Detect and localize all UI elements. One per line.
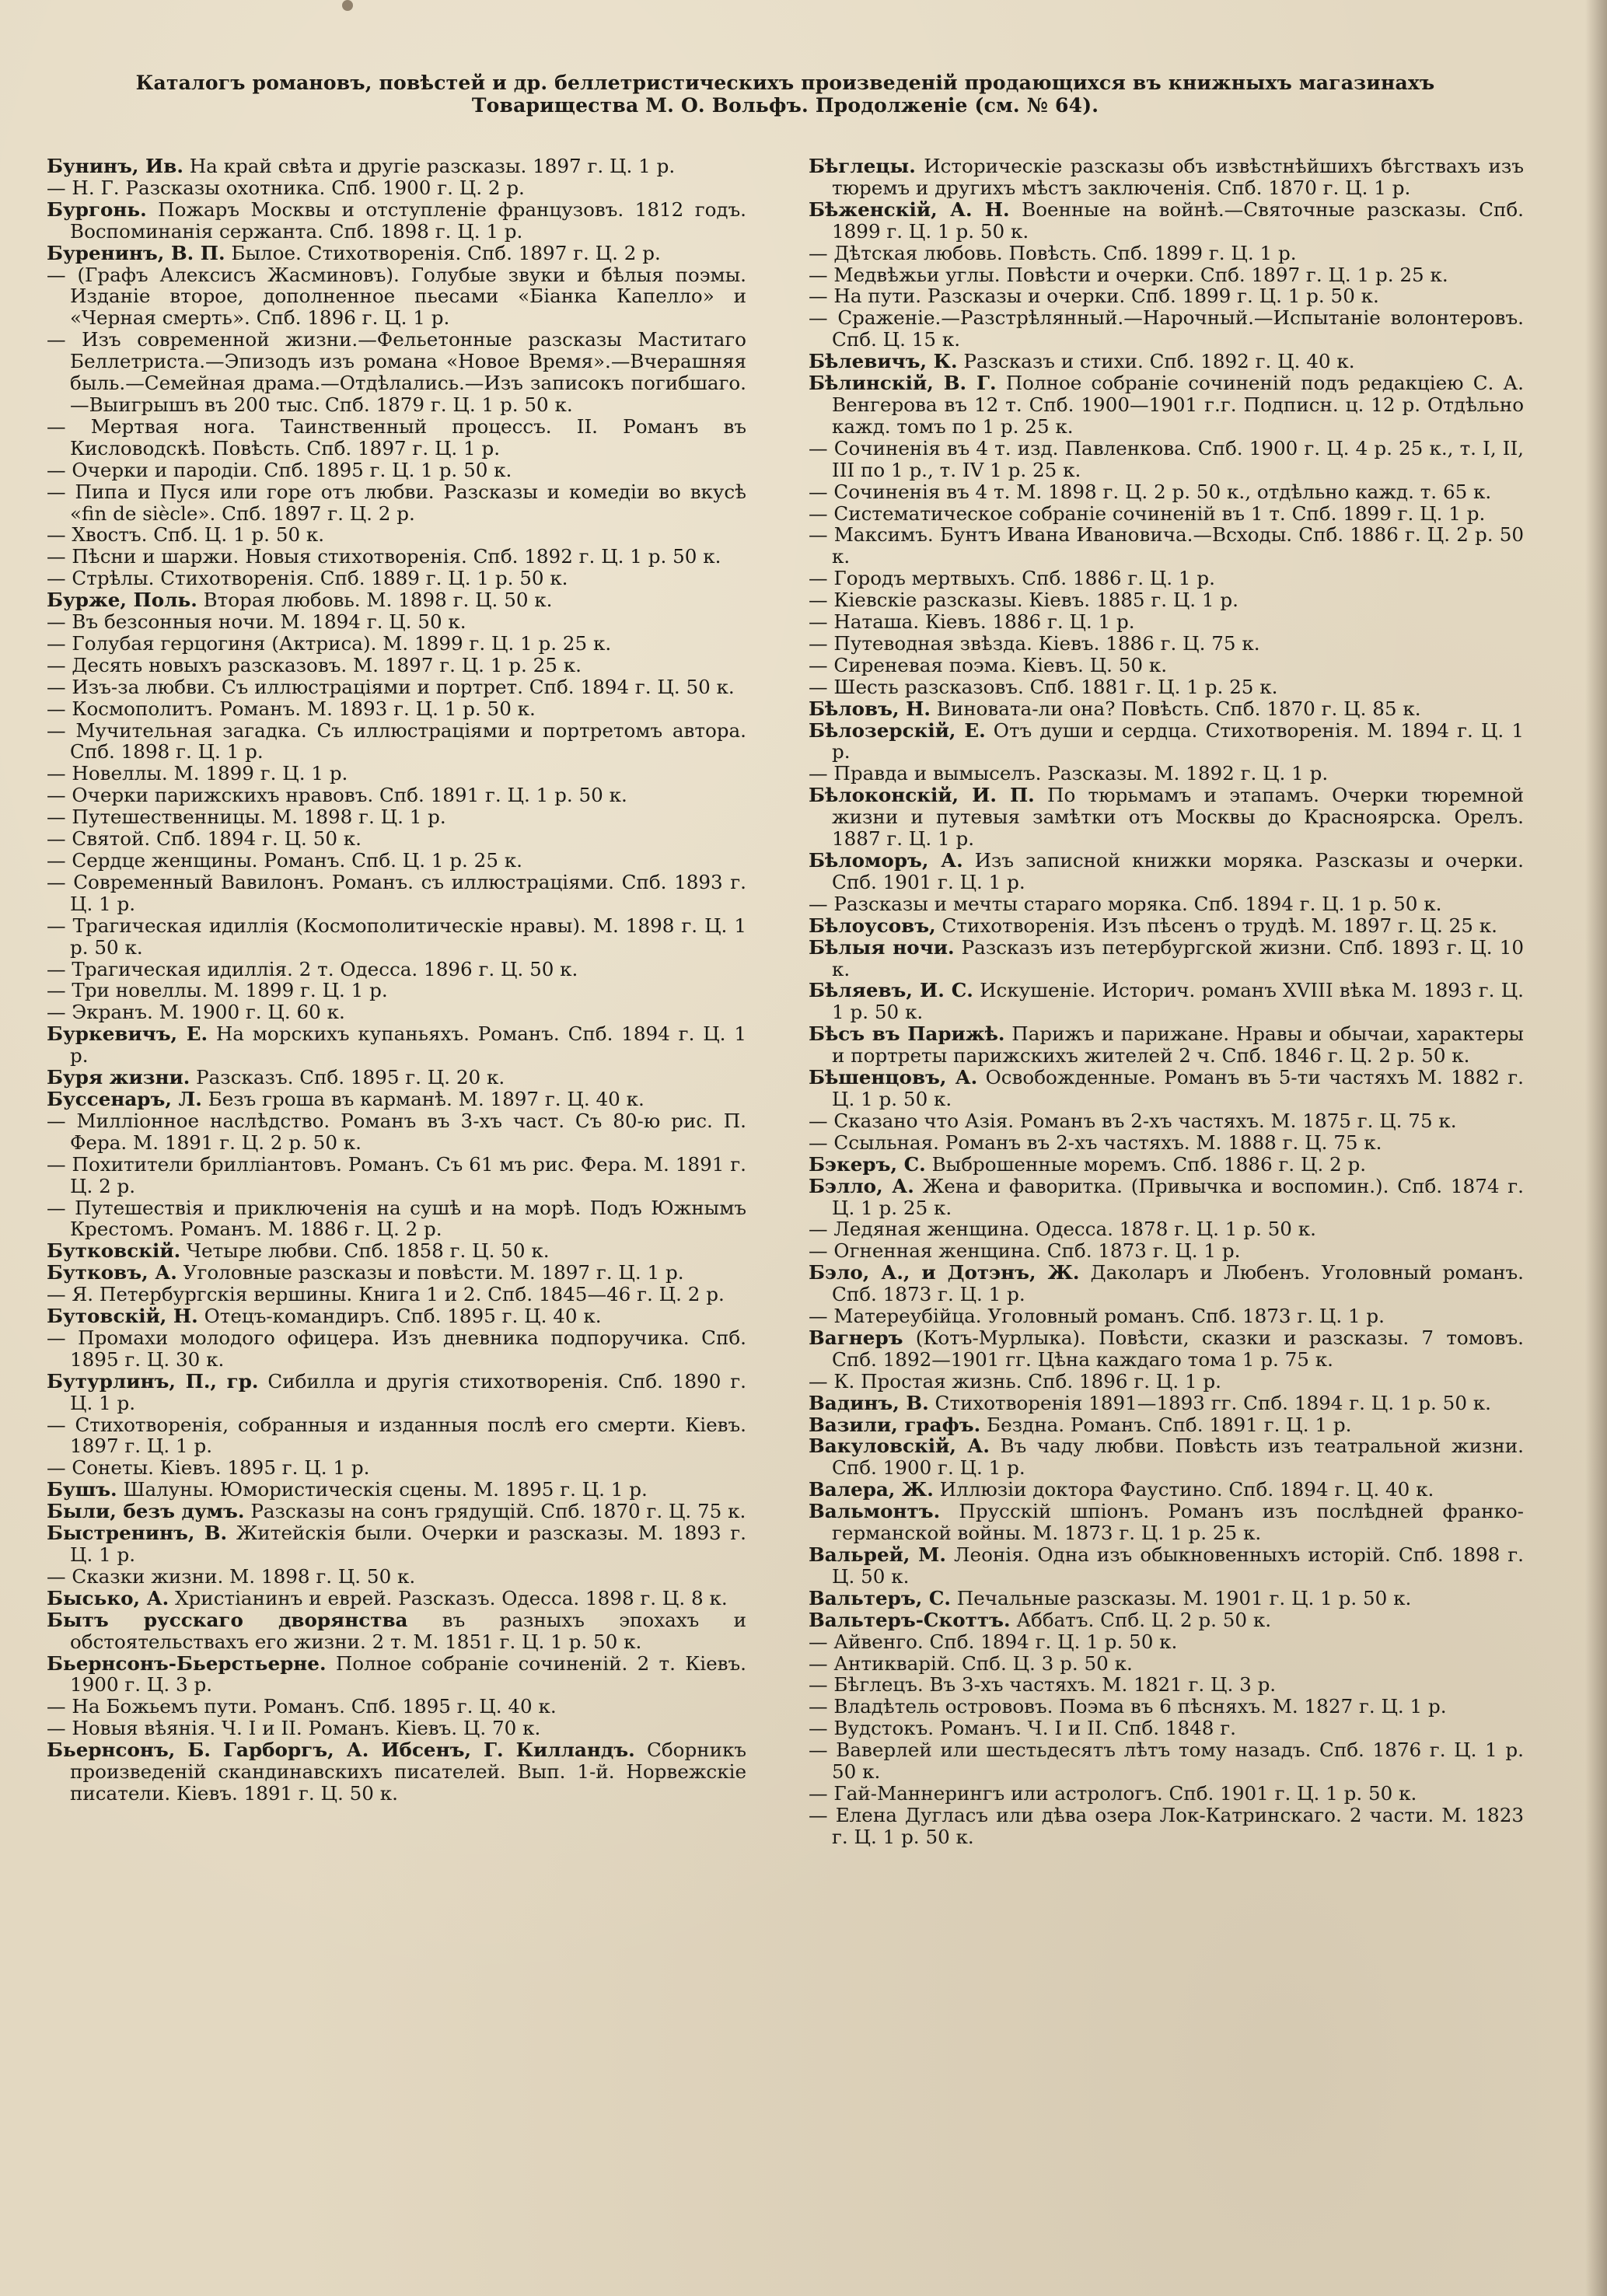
catalog-entry — [809, 1609, 1524, 1631]
entry-text: — Ледяная женщина. Одесса. 1878 г. Ц. 1 р. 50 к. — [809, 1218, 1316, 1241]
entry-text: — На Божьемъ пути. Романъ. Спб. 1895 г. Ц. 40 к. — [47, 1695, 557, 1718]
entry-text: На морскихъ купаньяхъ. Романъ. Спб. 1894 г. Ц. 1 р. — [70, 1022, 746, 1068]
page-binding-shadow — [1585, 0, 1607, 2296]
catalog-entry — [809, 1631, 1524, 1653]
entry-text: — Н. Г. Разсказы охотника. Спб. 1900 г. Ц. 2 р. — [47, 176, 525, 199]
entry-author: Буренинъ, В. П. — [47, 241, 225, 264]
entry-text: Иллюзіи доктора Фаустино. Спб. 1894 г. Ц. 40 к. — [939, 1478, 1434, 1501]
entry-text: — Новыя вѣянія. Ч. I и II. Романъ. Кіевъ. Ц. 70 к. — [47, 1717, 541, 1740]
right-column — [809, 156, 1524, 2270]
entry-author: Буссенаръ, Л. — [47, 1087, 202, 1110]
entry-text: — Святой. Спб. 1894 г. Ц. 50 к. — [47, 827, 362, 851]
catalog-entry — [47, 243, 746, 264]
entry-text: На край свѣта и другіе разсказы. 1897 г. Ц. 1 р. — [189, 156, 676, 177]
entry-author: Бутурлинъ, П., гр. — [47, 1369, 259, 1393]
entry-text: Отецъ-командиръ. Спб. 1895 г. Ц. 40 к. — [204, 1305, 602, 1328]
entry-author: Вагнеръ — [809, 1326, 903, 1349]
ink-spot — [342, 0, 353, 11]
catalog-entry — [809, 1739, 1524, 1783]
catalog-entry — [47, 1653, 746, 1697]
entry-author: Бутовскій, Н. — [47, 1305, 198, 1328]
catalog-entry — [809, 937, 1524, 980]
entry-text: — Пипа и Пуся или горе отъ любви. Разсказы и комедіи во вкусѣ «fin de siècle». Спб. 1897 г. Ц. 2 р. — [47, 480, 746, 525]
catalog-entry — [47, 1371, 746, 1414]
catalog-entry — [47, 1305, 746, 1327]
entry-author: Бэлло, А. — [809, 1174, 914, 1197]
entry-author: Быстренинъ, В. — [47, 1522, 228, 1545]
catalog-entry — [47, 481, 746, 525]
entry-text: По тюрьмамъ и этапамъ. Очерки тюремной жизни и путевыя замѣтки отъ Москвы до Красноярска. Орелъ. 1887 г. Ц. 1 р. — [832, 784, 1524, 851]
entry-author: Буркевичъ, Е. — [47, 1022, 208, 1046]
catalog-entry — [809, 307, 1524, 351]
entry-author: Бьернсонъ, Б. Гарборгъ, А. Ибсенъ, Г. Килландъ. — [47, 1739, 635, 1762]
entry-author: Бытъ русскаго дворянства — [47, 1608, 408, 1631]
catalog-entry — [47, 980, 746, 1001]
entry-author: Бѣсъ въ Парижѣ. — [809, 1022, 1005, 1046]
entry-author: Были, безъ думъ. — [47, 1500, 245, 1523]
entry-text: — Изъ современной жизни.—Фельетонные разсказы Маститаго Беллетриста.—Эпизодъ изъ романа «Новое Время».—Вчерашняя быль.—Семейная драма.—Отдѣлались.—Изъ записокъ погибшаго.—Выигрышъ въ 200 тыс. Спб. 1879 г. Ц. 1 р. 50 к. — [47, 328, 746, 416]
catalog-entry — [47, 698, 746, 720]
catalog-entry — [47, 416, 746, 460]
catalog-entry — [809, 243, 1524, 264]
entry-author: Бѣляевъ, И. С. — [809, 979, 973, 1002]
catalog-entry — [809, 1327, 1524, 1371]
entry-author: Бушъ. — [47, 1478, 117, 1501]
entry-text: — Сердце женщины. Романъ. Спб. Ц. 1 р. 25 к. — [47, 849, 522, 872]
catalog-entry — [809, 720, 1524, 764]
catalog-entry — [47, 806, 746, 828]
entry-text: Даколаръ и Любенъ. Уголовный романъ. Спб. 1873 г. Ц. 1 р. — [832, 1261, 1524, 1306]
catalog-entry — [47, 611, 746, 633]
entry-text: Уголовные разсказы и повѣсти. М. 1897 г. Ц. 1 р. — [183, 1261, 684, 1284]
catalog-entry — [47, 1457, 746, 1479]
entry-author: Бѣломоръ, А. — [809, 849, 963, 872]
entry-text: — Разсказы и мечты стараго моряка. Спб. 1894 г. Ц. 1 р. 50 к. — [809, 892, 1442, 915]
catalog-entry — [809, 1262, 1524, 1305]
entry-text: въ разныхъ эпохахъ и обстоятельствахъ его жизни. 2 т. М. 1851 г. Ц. 1 р. 50 к. — [70, 1608, 746, 1653]
entry-author: Бѣлыя ночи. — [809, 935, 955, 959]
catalog-entry — [47, 1609, 746, 1653]
entry-text: Сибилла и другія стихотворенія. Спб. 1890 г. Ц. 1 р. — [70, 1369, 746, 1414]
entry-author: Вадинъ, В. — [809, 1391, 929, 1414]
catalog-entry — [809, 698, 1524, 720]
catalog-entry — [47, 915, 746, 959]
catalog-entry — [47, 1001, 746, 1023]
catalog-entry — [809, 850, 1524, 893]
entry-text: Леонія. Одна изъ обыкновенныхъ исторій. Спб. 1898 г. Ц. 50 к. — [832, 1543, 1524, 1588]
catalog-entry — [809, 1718, 1524, 1739]
entry-author: Бутковъ, А. — [47, 1261, 177, 1284]
catalog-entry — [47, 524, 746, 546]
entry-text: — Дѣтская любовь. Повѣсть. Спб. 1899 г. Ц. 1 р. — [809, 241, 1297, 264]
entry-text: Житейскія были. Очерки и разсказы. М. 1893 г. Ц. 1 р. — [70, 1522, 746, 1566]
entry-text: Выброшенные моремъ. Спб. 1886 г. Ц. 2 р. — [931, 1152, 1367, 1176]
catalog-entry — [809, 1110, 1524, 1132]
entry-text: — Современный Вавилонъ. Романъ. съ иллюстраціями. Спб. 1893 г. Ц. 1 р. — [47, 870, 746, 915]
entry-text: Аббатъ. Спб. Ц. 2 р. 50 к. — [1016, 1608, 1272, 1631]
entry-text: — Пѣсни и шаржи. Новыя стихотворенія. Спб. 1892 г. Ц. 1 р. 50 к. — [47, 545, 721, 568]
entry-text: — Правда и вымыселъ. Разсказы. М. 1892 г. Ц. 1 р. — [809, 762, 1329, 785]
entry-text: — На пути. Разсказы и очерки. Спб. 1899 г. Ц. 1 р. 50 к. — [809, 285, 1379, 308]
entry-text: Военные на войнѣ.—Святочные разсказы. Спб. 1899 г. Ц. 1 р. 50 к. — [832, 197, 1524, 243]
entry-text: — Хвостъ. Спб. Ц. 1 р. 50 к. — [47, 523, 325, 547]
entry-text: Прусскій шпіонъ. Романъ изъ послѣдней франко-германской войны. М. 1873 г. Ц. 1 р. 25 к. — [832, 1500, 1524, 1545]
entry-text: — Елена Дугласъ или дѣва озера Лок-Катринскаго. 2 части. М. 1823 г. Ц. 1 р. 50 к. — [809, 1803, 1524, 1848]
left-column — [47, 156, 746, 2270]
catalog-entry — [809, 980, 1524, 1023]
entry-text: — Промахи молодого офицера. Изъ дневника подпоручика. Спб. 1895 г. Ц. 30 к. — [47, 1326, 746, 1371]
entry-text: — Ссыльная. Романъ въ 2-хъ частяхъ. М. 1888 г. Ц. 75 к. — [809, 1131, 1382, 1154]
entry-text: Полное собраніе сочиненій подъ редакціею С. А. Венгерова въ 12 т. Спб. 1900—1901 г.г. Подписн. ц. 12 р. Отдѣльно кажд. томъ по 1 р. 25 к. — [832, 372, 1524, 438]
catalog-entry — [47, 460, 746, 481]
entry-text: — Медвѣжьи углы. Повѣсти и очерки. Спб. 1897 г. Ц. 1 р. 25 к. — [809, 263, 1448, 286]
entry-author: Вакуловскій, А. — [809, 1435, 990, 1458]
entry-text: Отъ души и сердца. Стихотворенія. М. 1894 г. Ц. 1 р. — [832, 718, 1524, 764]
entry-text: — Наташа. Кіевъ. 1886 г. Ц. 1 р. — [809, 610, 1135, 634]
entry-text: — Вудстокъ. Романъ. Ч. I и II. Спб. 1848 г. — [809, 1717, 1236, 1740]
entry-text: — Мучительная загадка. Съ иллюстраціями и портретомъ автора. Спб. 1898 г. Ц. 1 р. — [47, 718, 746, 764]
catalog-entry — [809, 438, 1524, 481]
catalog-entry — [47, 1023, 746, 1067]
entry-author: Бысько, А. — [47, 1586, 169, 1609]
entry-text: Шалуны. Юмористическія сцены. М. 1895 г. Ц. 1 р. — [123, 1478, 648, 1501]
entry-text: Разсказы на сонъ грядущій. Спб. 1870 г. Ц. 75 к. — [250, 1500, 746, 1523]
entry-author: Вазили, графъ. — [809, 1413, 981, 1436]
catalog-entry — [47, 785, 746, 806]
catalog-entry — [809, 1544, 1524, 1588]
catalog-entry — [47, 1197, 746, 1241]
catalog-entry — [809, 1218, 1524, 1240]
entry-text: — Путеводная звѣзда. Кіевъ. 1886 г. Ц. 75 к. — [809, 631, 1260, 655]
catalog-entry — [47, 568, 746, 589]
header-line-2: Товарищества М. О. Вольфъ. Продолженіе (см. № 64). — [471, 94, 1099, 117]
catalog-entry — [47, 1414, 746, 1458]
entry-author: Буря жизни. — [47, 1066, 190, 1089]
entry-text: Былое. Стихотворенія. Спб. 1897 г. Ц. 2 р. — [231, 241, 661, 264]
entry-text: — Сиреневая поэма. Кіевъ. Ц. 50 к. — [809, 653, 1168, 676]
entry-author: Бѣлоусовъ, — [809, 914, 936, 937]
catalog-entry — [809, 481, 1524, 503]
entry-text: (Котъ-Мурлыка). Повѣсти, сказки и разсказы. 7 томовъ. Спб. 1892—1901 гг. Цѣна каждаго тома 1 р. 75 к. — [832, 1326, 1524, 1371]
entry-author: Вальтеръ-Скоттъ. — [809, 1608, 1011, 1631]
entry-author: Бурже, Поль. — [47, 589, 197, 612]
entry-author: Бѣлевичъ, К. — [809, 350, 958, 373]
entry-text: — Путешественницы. М. 1898 г. Ц. 1 р. — [47, 806, 446, 829]
entry-text: Искушеніе. Историч. романъ XVIII вѣка М. 1893 г. Ц. 1 р. 50 к. — [832, 979, 1524, 1024]
catalog-entry — [47, 720, 746, 764]
entry-text: — Милліонное наслѣдство. Романъ въ 3-хъ част. Съ 80-ю рис. П. Фера. М. 1891 г. Ц. 2 р. 50 к. — [47, 1109, 746, 1154]
catalog-entry — [809, 763, 1524, 785]
entry-text: — Похитители брилліантовъ. Романъ. Съ 61 мъ рис. Фера. М. 1891 г. Ц. 2 р. — [47, 1152, 746, 1197]
entry-author: Бѣлозерскій, Е. — [809, 718, 986, 742]
entry-author: Вальрей, М. — [809, 1543, 946, 1566]
catalog-entry — [809, 1783, 1524, 1805]
catalog-entry — [809, 1023, 1524, 1067]
catalog-entry — [47, 1327, 746, 1371]
entry-author: Вальтеръ, С. — [809, 1586, 951, 1609]
catalog-entry — [809, 633, 1524, 655]
entry-text: — Голубая герцогиня (Актриса). М. 1899 г. Ц. 1 р. 25 к. — [47, 631, 612, 655]
entry-text: — Матереубійца. Уголовный романъ. Спб. 1873 г. Ц. 1 р. — [809, 1305, 1385, 1328]
catalog-entry — [47, 546, 746, 568]
catalog-entry — [47, 633, 746, 655]
entry-text: — Ваверлей или шестьдесятъ лѣтъ тому назадъ. Спб. 1876 г. Ц. 1 р. 50 к. — [809, 1739, 1524, 1784]
catalog-entry — [47, 1479, 746, 1501]
catalog-entry — [809, 1805, 1524, 1848]
entry-text: Разсказъ. Спб. 1895 г. Ц. 20 к. — [196, 1066, 505, 1089]
entry-text: — Огненная женщина. Спб. 1873 г. Ц. 1 р. — [809, 1239, 1241, 1263]
catalog-entry — [809, 1305, 1524, 1327]
catalog-entry — [47, 264, 746, 330]
entry-text: — Городъ мертвыхъ. Спб. 1886 г. Ц. 1 р. — [809, 567, 1215, 590]
entry-text: Бездна. Романъ. Спб. 1891 г. Ц. 1 р. — [987, 1413, 1352, 1436]
catalog-entry — [809, 351, 1524, 372]
catalog-entry — [809, 1154, 1524, 1176]
entry-author: Бѣлоконскій, И. П. — [809, 784, 1035, 807]
catalog-entry — [47, 1566, 746, 1588]
entry-text: Освобожденные. Романъ въ 5-ти частяхъ М. 1882 г. Ц. 1 р. 50 к. — [832, 1066, 1524, 1110]
catalog-entry — [47, 828, 746, 850]
entry-text: — Айвенго. Спб. 1894 г. Ц. 1 р. 50 к. — [809, 1630, 1178, 1653]
catalog-entry — [47, 959, 746, 980]
catalog-entry — [809, 655, 1524, 676]
catalog-entry — [809, 568, 1524, 589]
catalog-entry — [47, 329, 746, 416]
catalog-entry — [47, 1718, 746, 1739]
entry-text: — Мертвая нога. Таинственный процессъ. II. Романъ въ Кисловодскѣ. Повѣсть. Спб. 1897 г. Ц. 1 р. — [47, 414, 746, 460]
entry-text: Четыре любви. Спб. 1858 г. Ц. 50 к. — [186, 1239, 550, 1263]
entry-text: — Антикварій. Спб. Ц. 3 р. 50 к. — [809, 1651, 1133, 1675]
entry-text: — Максимъ. Бунтъ Ивана Ивановича.—Всходы. Спб. 1886 г. Ц. 2 р. 50 к. — [809, 523, 1524, 568]
catalog-entry — [809, 1696, 1524, 1718]
entry-text: Виновата-ли она? Повѣсть. Спб. 1870 г. Ц. 85 к. — [936, 697, 1421, 720]
catalog-entry — [47, 1588, 746, 1609]
entry-text: — Сказки жизни. М. 1898 г. Ц. 50 к. — [47, 1564, 416, 1588]
entry-author: Бѣженскій, А. Н. — [809, 197, 1010, 221]
entry-author: Бѣшенцовъ, А. — [809, 1066, 978, 1089]
catalog-header — [47, 72, 1524, 117]
entry-text: — Стрѣлы. Стихотворенія. Спб. 1889 г. Ц. 1 р. 50 к. — [47, 567, 568, 590]
entry-author: Бьернсонъ-Бьерстьерне. — [47, 1651, 327, 1675]
catalog-entry — [809, 264, 1524, 286]
entry-author: Бунинъ, Ив. — [47, 156, 183, 177]
catalog-entry — [47, 1240, 746, 1262]
catalog-entry — [809, 1674, 1524, 1696]
catalog-entry — [809, 1588, 1524, 1609]
entry-text: — Владѣтель острововъ. Поэма въ 6 пѣсняхъ. М. 1827 г. Ц. 1 р. — [809, 1695, 1447, 1718]
entry-text: Историческіе разсказы объ извѣстнѣйшихъ бѣгствахъ изъ тюремъ и другихъ мѣстъ заключенія. Спб. 1870 г. Ц. 1 р. — [832, 156, 1524, 199]
catalog-entry — [47, 763, 746, 785]
entry-author: Бѣлинскій, В. Г. — [809, 372, 997, 395]
entry-text: — Сочиненія въ 4 т. М. 1898 г. Ц. 2 р. 50 к., отдѣльно кажд. т. 65 к. — [809, 480, 1492, 503]
entry-text: Печальные разсказы. М. 1901 г. Ц. 1 р. 50 к. — [956, 1586, 1412, 1609]
catalog-entry — [809, 1653, 1524, 1675]
catalog-entry — [809, 285, 1524, 307]
entry-author: Бэло, А., и Дотэнъ, Ж. — [809, 1261, 1080, 1284]
entry-text: Сборникъ произведеній скандинавскихъ писателей. Вып. 1-й. Норвежскіе писатели. Кіевъ. 1891 г. Ц. 50 к. — [70, 1739, 746, 1805]
entry-author: Бургонь. — [47, 197, 147, 221]
catalog-entry — [47, 1284, 746, 1305]
entry-text: — Очерки и пародіи. Спб. 1895 г. Ц. 1 р. 50 к. — [47, 458, 512, 481]
entry-text: — Бѣглецъ. Въ 3-хъ частяхъ. М. 1821 г. Ц. 3 р. — [809, 1673, 1277, 1697]
catalog-entry — [809, 524, 1524, 568]
entry-author: Бутковскій. — [47, 1239, 181, 1263]
catalog-entry — [809, 1371, 1524, 1393]
catalog-entry — [809, 676, 1524, 698]
catalog-entry — [47, 1522, 746, 1566]
entry-text: — Шесть разсказовъ. Спб. 1881 г. Ц. 1 р. 25 к. — [809, 675, 1278, 698]
entry-author: Бѣглецы. — [809, 156, 916, 177]
catalog-entry — [47, 872, 746, 915]
entry-text: Безъ гроша въ карманѣ. М. 1897 г. Ц. 40 к. — [208, 1087, 645, 1110]
catalog-entry — [47, 676, 746, 698]
catalog-entry — [47, 1262, 746, 1284]
catalog-entry — [47, 1739, 746, 1805]
entry-text: — Путешествія и приключенія на сушѣ и на морѣ. Подъ Южнымъ Крестомъ. Романъ. М. 1886 г. Ц. 2 р. — [47, 1196, 746, 1241]
catalog-entry — [47, 1154, 746, 1197]
catalog-entry — [809, 611, 1524, 633]
entry-text: — К. Простая жизнь. Спб. 1896 г. Ц. 1 р. — [809, 1369, 1221, 1393]
entry-text: — Три новеллы. М. 1899 г. Ц. 1 р. — [47, 979, 388, 1002]
entry-text: — Изъ-за любви. Съ иллюстраціями и портрет. Спб. 1894 г. Ц. 50 к. — [47, 675, 735, 698]
catalog-entry — [809, 1132, 1524, 1154]
entry-text: Разсказъ изъ петербургской жизни. Спб. 1893 г. Ц. 10 к. — [832, 935, 1524, 980]
entry-text: — Новеллы. М. 1899 г. Ц. 1 р. — [47, 762, 348, 785]
catalog-entry — [47, 1110, 746, 1154]
entry-text: Пожаръ Москвы и отступленіе французовъ. 1812 годъ. Воспоминанія сержанта. Спб. 1898 г. Ц. 1 р. — [70, 197, 746, 243]
catalog-entry — [809, 1393, 1524, 1414]
catalog-entry — [809, 1479, 1524, 1501]
entry-text: — (Графъ Алексисъ Жасминовъ). Голубые звуки и бѣлыя поэмы. Изданіе второе, дополненное пьесами «Біанка Капелло» и «Черная смерть». Спб. 1896 г. Ц. 1 р. — [47, 263, 746, 330]
catalog-entry — [47, 655, 746, 676]
catalog-entry — [47, 1089, 746, 1110]
entry-text: Жена и фаворитка. (Привычка и воспомин.). Спб. 1874 г. Ц. 1 р. 25 к. — [832, 1174, 1524, 1219]
catalog-entry — [809, 1435, 1524, 1479]
catalog-entry — [47, 199, 746, 243]
entry-text: Стихотворенія. Изъ пѣсенъ о трудѣ. М. 1897 г. Ц. 25 к. — [941, 914, 1497, 937]
catalog-entry — [47, 1067, 746, 1089]
catalog-entry — [809, 199, 1524, 243]
entry-text: — Сочиненія въ 4 т. изд. Павленкова. Спб. 1900 г. Ц. 4 р. 25 к., т. I, II, III по 1 р., т. IV 1 р. 25 к. — [809, 436, 1524, 481]
entry-text: — Стихотворенія, собранныя и изданныя послѣ его смерти. Кіевъ. 1897 г. Ц. 1 р. — [47, 1413, 746, 1458]
catalog-entry — [809, 1240, 1524, 1262]
entry-text: — Кіевскіе разсказы. Кіевъ. 1885 г. Ц. 1 р. — [809, 589, 1238, 612]
catalog-entry — [809, 589, 1524, 611]
entry-text: Парижъ и парижане. Нравы и обычаи, характеры и портреты парижскихъ жителей 2 ч. Спб. 1846 г. Ц. 2 р. 50 к. — [832, 1022, 1524, 1068]
catalog-entry — [809, 785, 1524, 850]
entry-text: Изъ записной книжки моряка. Разсказы и очерки. Спб. 1901 г. Ц. 1 р. — [832, 849, 1524, 893]
entry-text: — Очерки парижскихъ нравовъ. Спб. 1891 г. Ц. 1 р. 50 к. — [47, 784, 627, 807]
catalog-entry — [809, 893, 1524, 915]
catalog-entry — [809, 1414, 1524, 1436]
entry-text: — Трагическая идиллія (Космополитическіе нравы). М. 1898 г. Ц. 1 р. 50 к. — [47, 914, 746, 959]
entry-text: — Гай-Маннерингъ или астрологъ. Спб. 1901 г. Ц. 1 р. 50 к. — [809, 1781, 1417, 1805]
entry-text: Въ чаду любви. Повѣсть изъ театральной жизни. Спб. 1900 г. Ц. 1 р. — [832, 1435, 1524, 1480]
catalog-entry — [47, 1696, 746, 1718]
entry-text: — Космополитъ. Романъ. М. 1893 г. Ц. 1 р. 50 к. — [47, 697, 536, 720]
entry-author: Бѣловъ, Н. — [809, 697, 931, 720]
entry-text: Стихотворенія 1891—1893 гг. Спб. 1894 г. Ц. 1 р. 50 к. — [935, 1391, 1491, 1414]
catalog-entry — [47, 1501, 746, 1522]
catalog-entry — [47, 156, 746, 177]
catalog-entry — [809, 1067, 1524, 1110]
entry-author: Бэкеръ, С. — [809, 1152, 926, 1176]
entry-text: — Сонеты. Кіевъ. 1895 г. Ц. 1 р. — [47, 1456, 370, 1480]
catalog-entry — [47, 177, 746, 199]
entry-text: — Я. Петербургскія вершины. Книга 1 и 2. Спб. 1845—46 г. Ц. 2 р. — [47, 1283, 725, 1306]
catalog-entry — [47, 589, 746, 611]
entry-text: — Десять новыхъ разсказовъ. М. 1897 г. Ц. 1 р. 25 к. — [47, 653, 582, 676]
catalog-entry — [47, 850, 746, 872]
entry-text: — Экранъ. М. 1900 г. Ц. 60 к. — [47, 1001, 345, 1024]
catalog-entry — [809, 1501, 1524, 1544]
entry-text: Вторая любовь. М. 1898 г. Ц. 50 к. — [203, 589, 553, 612]
entry-text: Полное собраніе сочиненій. 2 т. Кіевъ. 1900 г. Ц. 3 р. — [70, 1651, 746, 1697]
catalog-entry — [809, 503, 1524, 525]
catalog-entry — [809, 156, 1524, 199]
entry-author: Валера, Ж. — [809, 1478, 934, 1501]
catalog-entry — [809, 372, 1524, 438]
entry-text: — Сказано что Азія. Романъ въ 2-хъ частяхъ. М. 1875 г. Ц. 75 к. — [809, 1109, 1457, 1132]
catalog-entry — [809, 915, 1524, 937]
entry-text: Христіанинъ и еврей. Разсказъ. Одесса. 1898 г. Ц. 8 к. — [175, 1586, 728, 1609]
header-line-1: Каталогъ романовъ, повѣстей и др. беллетристическихъ произведеній продающихся въ книжныхъ магазинахъ — [135, 72, 1435, 94]
entry-text: — Трагическая идиллія. 2 т. Одесса. 1896 г. Ц. 50 к. — [47, 957, 578, 980]
entry-text: — Сраженіе.—Разстрѣлянный.—Нарочный.—Испытаніе волонтеровъ. Спб. Ц. 15 к. — [809, 306, 1524, 351]
entry-text: Разсказъ и стихи. Спб. 1892 г. Ц. 40 к. — [963, 350, 1355, 373]
entry-text: — Въ безсонныя ночи. М. 1894 г. Ц. 50 к. — [47, 610, 466, 634]
catalog-entry — [809, 1176, 1524, 1219]
entry-author: Вальмонтъ. — [809, 1500, 941, 1523]
entry-text: — Систематическое собраніе сочиненій въ 1 т. Спб. 1899 г. Ц. 1 р. — [809, 501, 1486, 525]
